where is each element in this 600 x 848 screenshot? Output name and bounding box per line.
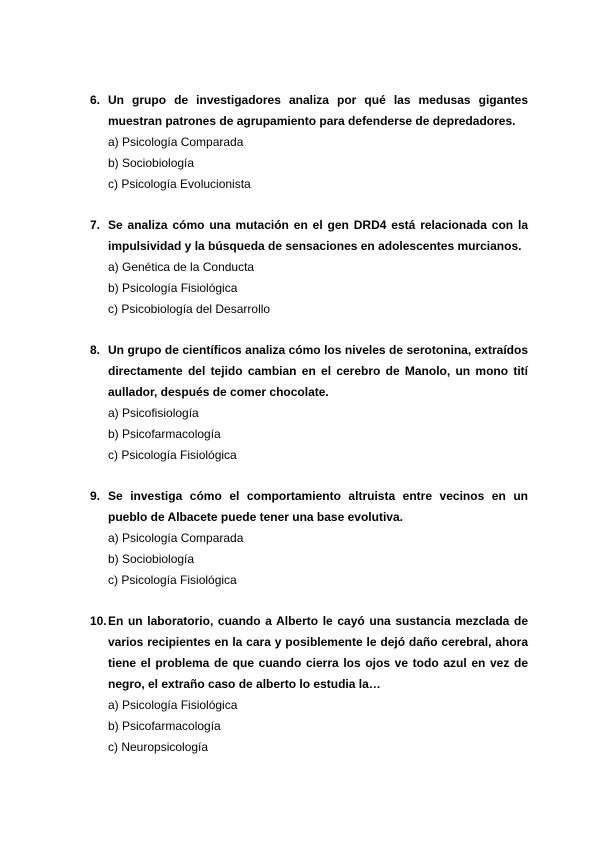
options-list (108, 403, 528, 466)
option-b: b) Psicofarmacología (108, 427, 221, 441)
question-text: Un grupo de investigadores analiza por qué las medusas gigantes muestran patrones de agrupamiento para defenderse de depredadores. (108, 93, 528, 128)
option-a: a) Psicología Comparada (108, 531, 244, 545)
question-text: Un grupo de científicos analiza cómo los niveles de serotonina, extraídos directamente del tejido cambian en el cerebro de Manolo, un mono tití aullador, después de comer chocolate. (108, 343, 528, 399)
option-a: a) Psicología Fisiológica (108, 698, 238, 712)
question-number: 8. (90, 343, 101, 357)
question-text: En un laboratorio, cuando a Alberto le cayó una sustancia mezclada de varios recipientes en la cara y posiblemente le dejó daño cerebral, ahora tiene el problema de que cuando cierra los ojos ve todo azul en vez de negro, el extraño caso de alberto lo estudia la… (108, 614, 528, 691)
option-b: b) Sociobiología (108, 156, 195, 170)
question-8 (90, 340, 528, 466)
question-number: 9. (90, 489, 101, 503)
option-c: c) Psicología Evolucionista (108, 177, 251, 191)
question-number: 7. (90, 218, 101, 232)
question-9 (90, 486, 528, 591)
options-list (108, 695, 528, 758)
option-c: c) Psicología Fisiológica (108, 573, 237, 587)
options-list (108, 528, 528, 591)
question-text: Se analiza cómo una mutación en el gen DRD4 está relacionada con la impulsividad y la búsqueda de sensaciones en adolescentes murcianos. (108, 218, 528, 253)
option-c: c) Psicología Fisiológica (108, 448, 237, 462)
option-b: b) Psicología Fisiológica (108, 281, 238, 295)
question-number: 10. (90, 614, 107, 628)
options-list (108, 132, 528, 195)
question-text: Se investiga cómo el comportamiento altruista entre vecinos en un pueblo de Albacete puede tener una base evolutiva. (108, 489, 528, 524)
option-a: a) Genética de la Conducta (108, 260, 255, 274)
question-number: 6. (90, 93, 101, 107)
question-7 (90, 215, 528, 320)
option-b: b) Sociobiología (108, 552, 195, 566)
option-c: c) Neuropsicología (108, 740, 209, 754)
options-list (108, 257, 528, 320)
question-6 (90, 90, 528, 195)
option-c: c) Psicobiología del Desarrollo (108, 302, 271, 316)
question-10 (90, 611, 528, 758)
option-a: a) Psicofisiología (108, 406, 199, 420)
option-a: a) Psicología Comparada (108, 135, 244, 149)
option-b: b) Psicofarmacología (108, 719, 221, 733)
